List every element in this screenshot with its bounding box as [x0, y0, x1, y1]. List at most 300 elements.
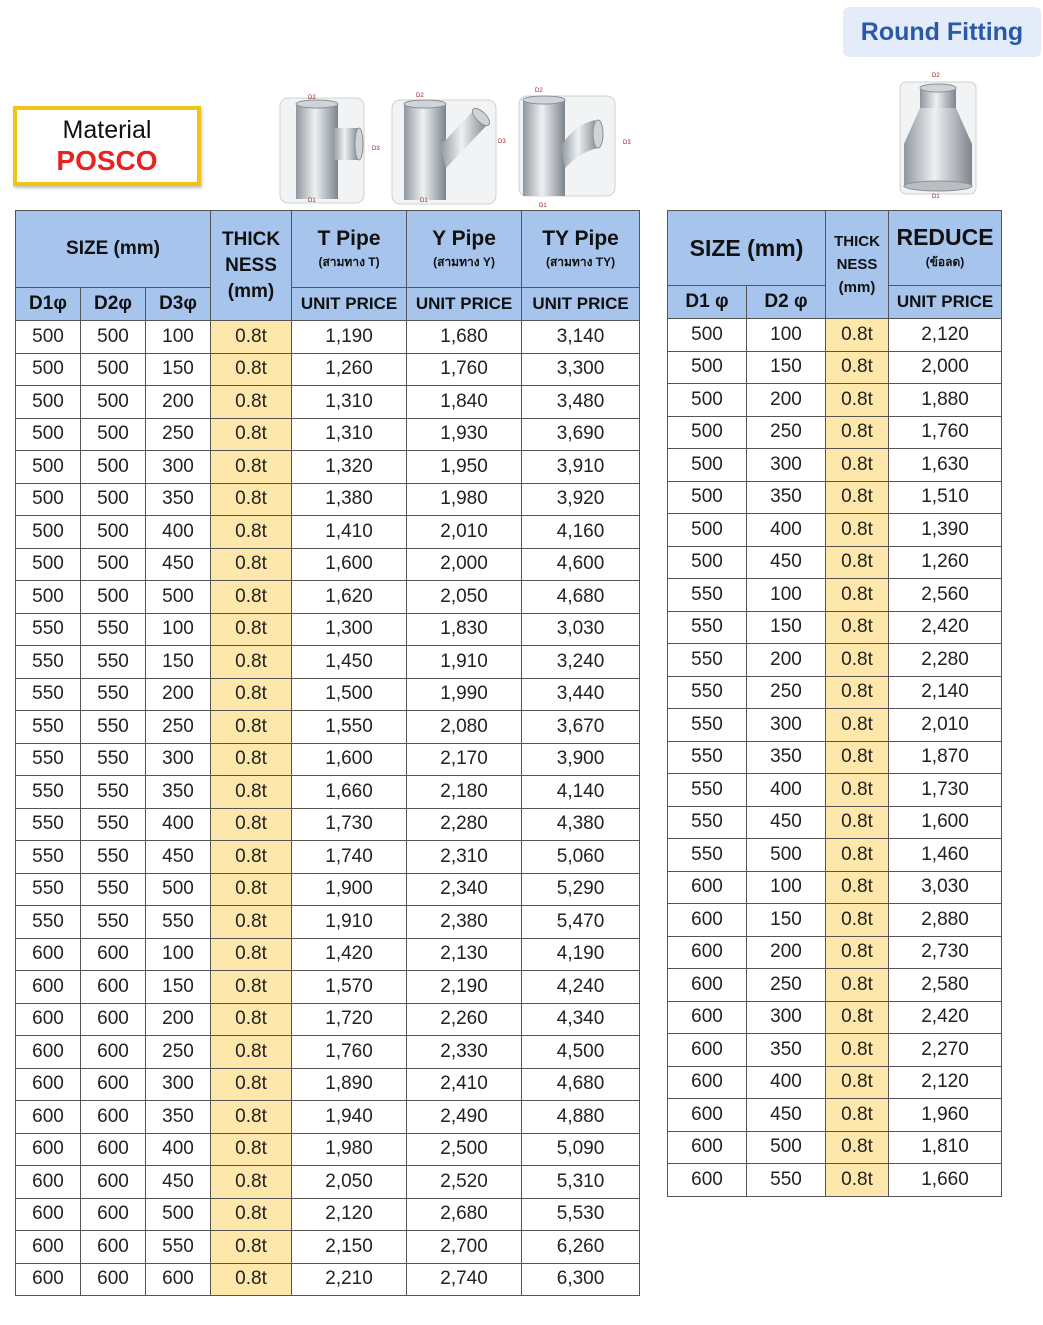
d2-cell: 200: [747, 936, 826, 969]
d3-label: D3: [623, 140, 631, 146]
t-pipe-price: 2,150: [292, 1231, 407, 1264]
d1-cell: 600: [668, 1164, 747, 1197]
table-row: [668, 644, 1002, 677]
thickness-cell: 0.8t: [826, 514, 889, 547]
y-pipe-price: 2,680: [407, 1198, 522, 1231]
d1-cell: 600: [668, 1099, 747, 1132]
table-row: [16, 1101, 640, 1134]
ty-pipe-price: 3,910: [522, 451, 640, 484]
y-pipe-price: 1,980: [407, 483, 522, 516]
t-pipe-price: 1,300: [292, 613, 407, 646]
d2-cell: 600: [81, 971, 146, 1004]
table-row: [16, 971, 640, 1004]
d2-cell: 400: [747, 774, 826, 807]
d1-cell: 500: [668, 514, 747, 547]
thickness-cell: 0.8t: [826, 839, 889, 872]
d3-cell: 350: [146, 1101, 211, 1134]
table-row: [16, 1166, 640, 1199]
d2-cell: 250: [747, 416, 826, 449]
d2-cell: 600: [81, 1068, 146, 1101]
d1-cell: 550: [668, 806, 747, 839]
y-pipe-price: 2,490: [407, 1101, 522, 1134]
thickness-header-line3: (mm): [227, 280, 275, 302]
ty-pipe-price: 3,440: [522, 678, 640, 711]
t-pipe-price: 1,730: [292, 808, 407, 841]
table-row: [16, 1003, 640, 1036]
ty-pipe-price: 4,880: [522, 1101, 640, 1134]
table-row: [668, 351, 1002, 384]
reducer-thickness-line2: NESS: [836, 256, 878, 273]
reduce-price: 2,560: [889, 579, 1002, 612]
d3-cell: 150: [146, 353, 211, 386]
y-pipe-price: 2,310: [407, 841, 522, 874]
d1-cell: 600: [16, 1101, 81, 1134]
ty-pipe-image: [517, 84, 639, 210]
d1-cell: 600: [16, 1263, 81, 1296]
d2-label: D2: [416, 93, 424, 99]
d2-cell: 500: [81, 418, 146, 451]
t-pipe-price: 1,410: [292, 516, 407, 549]
table-row: [668, 319, 1002, 352]
d1-cell: 600: [668, 969, 747, 1002]
d2-cell: 600: [81, 1263, 146, 1296]
d3-cell: 550: [146, 1231, 211, 1264]
thickness-cell: 0.8t: [826, 319, 889, 352]
d1-cell: 600: [16, 1198, 81, 1231]
thickness-header: [211, 211, 292, 321]
reduce-price: 2,010: [889, 709, 1002, 742]
y-pipe-price: 2,050: [407, 581, 522, 614]
y-pipe-price: 2,010: [407, 516, 522, 549]
ty-pipe-price: 3,300: [522, 353, 640, 386]
reduce-price: 1,630: [889, 449, 1002, 482]
d3-cell: 600: [146, 1263, 211, 1296]
d2-cell: 550: [81, 873, 146, 906]
reduce-header: [889, 211, 1002, 286]
table-row: [668, 611, 1002, 644]
table-row: [16, 1231, 640, 1264]
thickness-cell: 0.8t: [211, 1166, 292, 1199]
d2-cell: 600: [81, 1133, 146, 1166]
ty-pipe-price: 5,470: [522, 906, 640, 939]
table-row: [668, 1001, 1002, 1034]
y-pipe-price: 2,500: [407, 1133, 522, 1166]
reduce-price: 1,960: [889, 1099, 1002, 1132]
d1-cell: 500: [16, 321, 81, 354]
y-pipe-price: 2,280: [407, 808, 522, 841]
table-row: [16, 646, 640, 679]
d2-cell: 500: [747, 1131, 826, 1164]
ty-pipe-price: 6,260: [522, 1231, 640, 1264]
thickness-cell: 0.8t: [211, 321, 292, 354]
table-row: [16, 353, 640, 386]
d2-cell: 500: [81, 353, 146, 386]
d2-cell: 600: [81, 1036, 146, 1069]
d2-cell: 500: [81, 483, 146, 516]
ty-pipe-price: 4,600: [522, 548, 640, 581]
ty-pipe-price: 3,030: [522, 613, 640, 646]
d1-cell: 550: [16, 711, 81, 744]
reduce-price: 1,760: [889, 416, 1002, 449]
table-row: [16, 386, 640, 419]
reducer-d1-header: D1 φ: [668, 286, 747, 319]
reduce-price: 2,880: [889, 904, 1002, 937]
d3-cell: 500: [146, 581, 211, 614]
ty-pipe-price: 4,380: [522, 808, 640, 841]
y-pipe-price: 2,000: [407, 548, 522, 581]
d1-cell: 600: [16, 1003, 81, 1036]
d1-cell: 550: [16, 873, 81, 906]
thickness-cell: 0.8t: [826, 1164, 889, 1197]
thickness-cell: 0.8t: [211, 1036, 292, 1069]
table-row: [668, 741, 1002, 774]
d1-cell: 500: [668, 546, 747, 579]
thickness-cell: 0.8t: [826, 1001, 889, 1034]
d2-cell: 550: [81, 776, 146, 809]
t-pipe-price: 1,310: [292, 386, 407, 419]
thickness-cell: 0.8t: [211, 971, 292, 1004]
d3-cell: 300: [146, 1068, 211, 1101]
thickness-cell: 0.8t: [826, 806, 889, 839]
table-row: [16, 1198, 640, 1231]
thickness-cell: 0.8t: [211, 483, 292, 516]
d1-cell: 600: [668, 904, 747, 937]
d1-cell: 500: [668, 319, 747, 352]
table-row: [16, 678, 640, 711]
y-pipe-price: 1,830: [407, 613, 522, 646]
table-row: [668, 774, 1002, 807]
t-pipe-price: 1,550: [292, 711, 407, 744]
thickness-cell: 0.8t: [826, 904, 889, 937]
ty-pipe-subtitle: (สามทาง TY): [545, 254, 616, 269]
ty-pipe-price: 3,670: [522, 711, 640, 744]
d3-cell: 350: [146, 483, 211, 516]
table-row: [16, 483, 640, 516]
d2-cell: 500: [81, 321, 146, 354]
d1-header: D1φ: [16, 288, 81, 321]
d1-cell: 600: [668, 936, 747, 969]
thickness-cell: 0.8t: [211, 1003, 292, 1036]
thickness-cell: 0.8t: [211, 678, 292, 711]
ty-pipe-price: 4,190: [522, 938, 640, 971]
d1-cell: 600: [16, 1133, 81, 1166]
d2-cell: 300: [747, 449, 826, 482]
d2-cell: 150: [747, 351, 826, 384]
d2-header: D2φ: [81, 288, 146, 321]
d3-cell: 250: [146, 418, 211, 451]
ty-pipe-price: 3,480: [522, 386, 640, 419]
d3-cell: 400: [146, 516, 211, 549]
y-pipe-price: 1,930: [407, 418, 522, 451]
d1-cell: 550: [668, 774, 747, 807]
table-row: [668, 676, 1002, 709]
reducer-price-table: [667, 210, 1002, 1197]
thickness-cell: 0.8t: [211, 353, 292, 386]
d1-cell: 550: [668, 839, 747, 872]
thickness-cell: 0.8t: [211, 581, 292, 614]
d2-cell: 600: [81, 938, 146, 971]
thickness-cell: 0.8t: [211, 1133, 292, 1166]
t-pipe-price: 1,420: [292, 938, 407, 971]
d2-cell: 500: [81, 581, 146, 614]
table-row: [668, 514, 1002, 547]
thickness-header-line2: NESS: [225, 254, 277, 276]
ty-pipe-price: 5,290: [522, 873, 640, 906]
table-row: [668, 481, 1002, 514]
ty-pipe-price: 5,090: [522, 1133, 640, 1166]
pipe-price-table: [15, 210, 640, 1296]
d2-cell: 550: [81, 613, 146, 646]
d1-cell: 550: [16, 906, 81, 939]
d2-cell: 450: [747, 806, 826, 839]
reduce-price: 1,510: [889, 481, 1002, 514]
table-row: [668, 1164, 1002, 1197]
d3-cell: 100: [146, 321, 211, 354]
thickness-cell: 0.8t: [826, 1066, 889, 1099]
d1-cell: 550: [668, 644, 747, 677]
d2-cell: 100: [747, 871, 826, 904]
table-row: [16, 776, 640, 809]
d3-cell: 450: [146, 548, 211, 581]
d2-cell: 150: [747, 904, 826, 937]
table-row: [16, 321, 640, 354]
d2-cell: 200: [747, 384, 826, 417]
d2-cell: 150: [747, 611, 826, 644]
d1-cell: 600: [668, 1034, 747, 1067]
d2-cell: 500: [747, 839, 826, 872]
table-row: [668, 709, 1002, 742]
thickness-cell: 0.8t: [211, 841, 292, 874]
thickness-cell: 0.8t: [826, 709, 889, 742]
thickness-cell: 0.8t: [826, 1034, 889, 1067]
reduce-price: 2,000: [889, 351, 1002, 384]
ty-pipe-price: 4,340: [522, 1003, 640, 1036]
t-pipe-price: 1,740: [292, 841, 407, 874]
thickness-cell: 0.8t: [826, 644, 889, 677]
table-row: [668, 449, 1002, 482]
thickness-cell: 0.8t: [211, 548, 292, 581]
reducer-size-header: SIZE (mm): [668, 211, 826, 286]
table-row: [668, 1066, 1002, 1099]
t-pipe-header: [292, 211, 407, 288]
d2-cell: 250: [747, 969, 826, 1002]
d1-cell: 550: [668, 676, 747, 709]
thickness-cell: 0.8t: [826, 579, 889, 612]
y-pipe-price: 1,910: [407, 646, 522, 679]
reduce-subtitle: (ข้อลด): [925, 255, 965, 269]
d1-label: D1: [420, 198, 428, 204]
d2-cell: 450: [747, 1099, 826, 1132]
thickness-cell: 0.8t: [211, 386, 292, 419]
thickness-cell: 0.8t: [826, 871, 889, 904]
table-row: [668, 806, 1002, 839]
thickness-cell: 0.8t: [826, 969, 889, 1002]
d1-cell: 550: [16, 776, 81, 809]
y-pipe-price: 2,170: [407, 743, 522, 776]
t-pipe-price: 2,210: [292, 1263, 407, 1296]
reduce-price: 1,660: [889, 1164, 1002, 1197]
d3-cell: 450: [146, 841, 211, 874]
ty-pipe-price: 4,240: [522, 971, 640, 1004]
d1-cell: 600: [16, 971, 81, 1004]
d1-cell: 500: [16, 451, 81, 484]
reducer-price-rows: [668, 319, 1002, 1197]
d3-cell: 500: [146, 873, 211, 906]
reduce-price: 2,270: [889, 1034, 1002, 1067]
d1-cell: 600: [668, 1001, 747, 1034]
table-row: [16, 938, 640, 971]
table-row: [16, 808, 640, 841]
table-row: [668, 579, 1002, 612]
y-pipe-price: 2,080: [407, 711, 522, 744]
table-row: [16, 548, 640, 581]
d1-label: D1: [539, 203, 547, 209]
d2-cell: 300: [747, 1001, 826, 1034]
table-row: [16, 841, 640, 874]
d2-cell: 200: [747, 644, 826, 677]
ty-pipe-price: 4,140: [522, 776, 640, 809]
ty-pipe-unit-price-header: UNIT PRICE: [522, 288, 640, 321]
thickness-cell: 0.8t: [826, 774, 889, 807]
size-header: SIZE (mm): [16, 211, 211, 288]
d1-cell: 500: [668, 449, 747, 482]
t-pipe-price: 1,910: [292, 906, 407, 939]
t-pipe-price: 1,620: [292, 581, 407, 614]
thickness-cell: 0.8t: [826, 1099, 889, 1132]
ty-pipe-price: 4,680: [522, 1068, 640, 1101]
table-row: [16, 1036, 640, 1069]
d2-cell: 350: [747, 1034, 826, 1067]
thickness-cell: 0.8t: [211, 873, 292, 906]
d2-cell: 550: [81, 808, 146, 841]
d3-cell: 200: [146, 1003, 211, 1036]
y-pipe-unit-price-header: UNIT PRICE: [407, 288, 522, 321]
reduce-price: 2,420: [889, 611, 1002, 644]
ty-pipe-header: [522, 211, 640, 288]
y-pipe-price: 1,950: [407, 451, 522, 484]
d2-cell: 250: [747, 676, 826, 709]
table-row: [668, 1099, 1002, 1132]
d1-cell: 500: [16, 516, 81, 549]
d1-cell: 500: [668, 416, 747, 449]
d2-cell: 550: [81, 841, 146, 874]
d2-cell: 400: [747, 1066, 826, 1099]
d2-label: D2: [932, 73, 940, 79]
t-pipe-price: 1,890: [292, 1068, 407, 1101]
y-pipe-price: 2,130: [407, 938, 522, 971]
reduce-price: 1,730: [889, 774, 1002, 807]
d2-cell: 350: [747, 481, 826, 514]
table-row: [16, 451, 640, 484]
d1-cell: 500: [16, 386, 81, 419]
d2-cell: 100: [747, 319, 826, 352]
d3-cell: 400: [146, 808, 211, 841]
t-pipe-price: 2,120: [292, 1198, 407, 1231]
thickness-cell: 0.8t: [211, 516, 292, 549]
material-label: Material: [62, 116, 152, 144]
round-fitting-badge: Round Fitting: [843, 7, 1041, 57]
y-pipe-price: 2,520: [407, 1166, 522, 1199]
y-pipe-title: Y Pipe: [432, 226, 496, 250]
table-row: [16, 516, 640, 549]
d1-cell: 550: [668, 579, 747, 612]
d2-cell: 550: [747, 1164, 826, 1197]
table-row: [668, 416, 1002, 449]
t-pipe-price: 1,260: [292, 353, 407, 386]
d1-cell: 500: [16, 548, 81, 581]
d1-cell: 550: [16, 841, 81, 874]
ty-pipe-price: 5,310: [522, 1166, 640, 1199]
y-pipe-price: 1,990: [407, 678, 522, 711]
reduce-price: 1,870: [889, 741, 1002, 774]
t-pipe-image: [278, 90, 388, 205]
thickness-cell: 0.8t: [826, 481, 889, 514]
ty-pipe-price: 3,140: [522, 321, 640, 354]
t-pipe-price: 1,500: [292, 678, 407, 711]
thickness-cell: 0.8t: [826, 1131, 889, 1164]
y-pipe-image: [390, 88, 512, 205]
table-row: [16, 1133, 640, 1166]
d1-cell: 600: [16, 938, 81, 971]
ty-pipe-title: TY Pipe: [542, 226, 619, 250]
reducer-thickness-line1: THICK: [834, 233, 880, 250]
d2-cell: 550: [81, 743, 146, 776]
d1-label: D1: [932, 194, 940, 200]
reduce-price: 3,030: [889, 871, 1002, 904]
y-pipe-price: 2,740: [407, 1263, 522, 1296]
d1-cell: 500: [668, 481, 747, 514]
table-row: [668, 969, 1002, 1002]
table-row: [16, 613, 640, 646]
d1-cell: 550: [16, 678, 81, 711]
d2-cell: 600: [81, 1003, 146, 1036]
d2-label: D2: [308, 95, 316, 101]
thickness-cell: 0.8t: [826, 449, 889, 482]
table-row: [668, 839, 1002, 872]
thickness-cell: 0.8t: [211, 743, 292, 776]
t-pipe-price: 1,660: [292, 776, 407, 809]
d1-cell: 600: [16, 1231, 81, 1264]
d2-label: D2: [535, 88, 543, 94]
t-pipe-price: 1,940: [292, 1101, 407, 1134]
thickness-header-line1: THICK: [222, 228, 281, 250]
table-row: [668, 936, 1002, 969]
thickness-cell: 0.8t: [211, 451, 292, 484]
t-pipe-price: 1,570: [292, 971, 407, 1004]
ty-pipe-price: 5,530: [522, 1198, 640, 1231]
y-pipe-price: 1,680: [407, 321, 522, 354]
table-row: [16, 418, 640, 451]
d2-cell: 550: [81, 646, 146, 679]
reduce-price: 2,280: [889, 644, 1002, 677]
y-pipe-subtitle: (สามทาง Y): [433, 254, 495, 269]
table-row: [16, 581, 640, 614]
d2-cell: 500: [81, 548, 146, 581]
d3-label: D3: [498, 139, 506, 145]
reduce-title: REDUCE: [896, 224, 994, 250]
y-pipe-price: 2,180: [407, 776, 522, 809]
thickness-cell: 0.8t: [211, 906, 292, 939]
t-pipe-price: 1,380: [292, 483, 407, 516]
d3-cell: 250: [146, 711, 211, 744]
d2-cell: 100: [747, 579, 826, 612]
reduce-price: 1,810: [889, 1131, 1002, 1164]
d1-cell: 550: [16, 646, 81, 679]
y-pipe-price: 1,840: [407, 386, 522, 419]
d1-cell: 550: [16, 743, 81, 776]
d1-cell: 600: [668, 871, 747, 904]
reducer-thickness-header: [826, 211, 889, 319]
